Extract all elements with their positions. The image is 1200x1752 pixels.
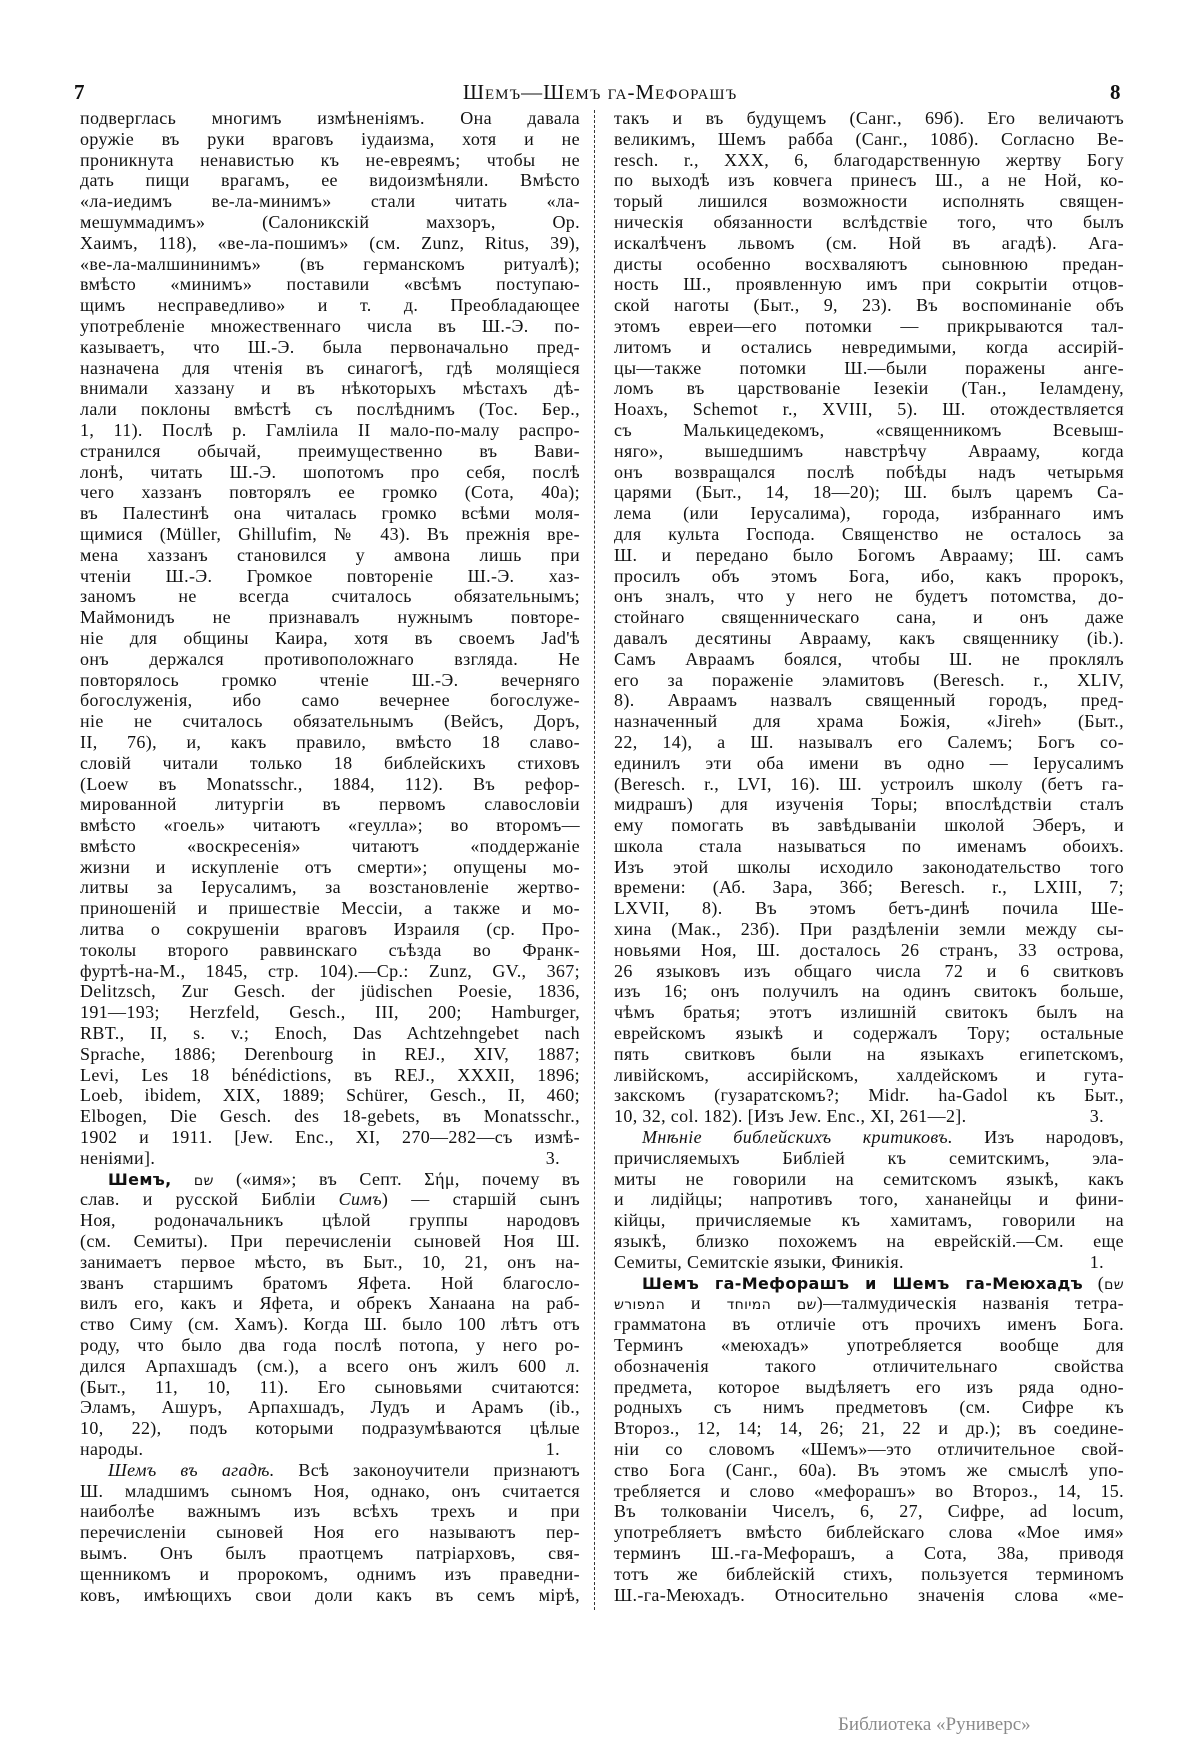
- entry-heading: Шемъ га-Мефорашъ и Шемъ га-Меюхадъ: [642, 1273, 1084, 1293]
- text-line: онъ держался противоположнаго взгляда. Не: [80, 648, 580, 669]
- text-line: Хаимъ, 118), «ве-ла-пошимъ» (см. Zunz, Ritus, 39),: [80, 232, 580, 253]
- entry-heading: Шемъ,: [108, 1169, 172, 1189]
- text-line: вымъ. Онъ былъ праотцемъ патріарховъ, свя-: [80, 1542, 580, 1563]
- text-line: языкѣ, близко похожемъ на еврейскій.—См. еще: [614, 1231, 1124, 1252]
- text-line: LXVII, 8). Въ этомъ бетъ-динѣ почила Ше-: [614, 898, 1124, 919]
- text-line: ство Симу (см. Хамъ). Когда Ш. было 100 лѣтъ отъ: [80, 1314, 580, 1335]
- text-line: казываетъ, что Ш.-Э. была первоначально пред-: [80, 336, 580, 357]
- text-line: миты не говорили на семитскомъ языкѣ, какъ: [614, 1168, 1124, 1189]
- text-line: (Быт., 11, 10, 11). Его сыновьями считаются:: [80, 1376, 580, 1397]
- text-line: родныхъ съ нимъ предметовъ (см. Сифре къ: [614, 1397, 1124, 1418]
- text-line: такъ и въ будущемъ (Санг., 69б). Его величаютъ: [614, 108, 1124, 128]
- text-line: Delitzsch, Zur Gesch. der jüdischen Poesie, 1836,: [80, 981, 580, 1002]
- hebrew-text: שם המיוחד: [726, 1297, 817, 1314]
- text-line: мированной литургіи въ первомъ славословіи: [80, 794, 580, 815]
- section-heading: Симъ: [338, 1189, 382, 1210]
- text-line: причисляемыхъ Библіей къ семитскимъ, эла-: [614, 1147, 1124, 1168]
- text-line: для культа Господа. Священство не осталось за: [614, 523, 1124, 544]
- text-line: Эламъ, Ашуръ, Арпахшадъ, Лудъ и Арамъ (ib.,: [80, 1397, 580, 1418]
- text-segment: слав. и русской Библіи: [80, 1189, 339, 1210]
- text-line: [614, 1127, 1124, 1148]
- text-line: Ш. и передано было Богомъ Аврааму; Ш. самъ: [614, 544, 1124, 565]
- text-line: «ве-ла-малшининимъ» (въ германскомъ ритуалѣ);: [80, 253, 580, 274]
- text-line: вмѣсто «минимъ» поставили «всѣмъ поступаю-: [80, 274, 580, 295]
- page-number-right: 8: [1110, 80, 1121, 104]
- text-line: хина (Мак., 23б). При раздѣленіи земли между сы-: [614, 919, 1124, 940]
- text-line: 26 языковъ изъ общаго числа 72 и 6 свитковъ: [614, 960, 1124, 981]
- text-line: жизни и искупленіе отъ смерти»; опущены мо-: [80, 856, 580, 877]
- text-line: щимъ несправедливо» и т. д. Преобладающее: [80, 295, 580, 316]
- text-line: мешуммадимъ» (Салоникскій махзоръ, Ор.: [80, 211, 580, 232]
- text-line: ство Бога (Санг., 60а). Въ этомъ же смыслѣ упо-: [614, 1459, 1124, 1480]
- text-line: онъ зналъ, что у него не будетъ потомства, до-: [614, 586, 1124, 607]
- text-line: resch. r., XXX, 6, благодарственную жертву Богу: [614, 149, 1124, 170]
- text-line: школа стала называться по именамъ обоихъ.: [614, 835, 1124, 856]
- text-line: стойнаго священническаго сана, и онъ даже: [614, 607, 1124, 628]
- text-line: чѣмъ братья; этотъ излишній свитокъ былъ на: [614, 1002, 1124, 1023]
- text-line: II, 76), и, какъ правило, вмѣсто 18 славо-: [80, 731, 580, 752]
- text-line: няго», вышедшимъ навстрѣчу Аврааму, когда: [614, 440, 1124, 461]
- text-line: времени: (Аб. Зара, 36б; Beresch. r., LXIII, 7;: [614, 877, 1124, 898]
- contributor-mark: 1.: [545, 1439, 560, 1459]
- text-line: ливійскомъ, ассирійскомъ, халдейскомъ и гута-: [614, 1064, 1124, 1085]
- text-line: Ноахъ, Schemot r., XVIII, 5). Ш. отождествляется: [614, 399, 1124, 420]
- text-line: торый лишился возможности исполнять священ-: [614, 191, 1124, 212]
- text-line: по выходѣ изъ ковчега принесъ Ш., а не Ной, ко-: [614, 170, 1124, 191]
- text-line: лонѣ, читать Ш.-Э. шопотомъ про себя, послѣ: [80, 461, 580, 482]
- text-line: обозначенія такого отличительнаго свойства: [614, 1355, 1124, 1376]
- text-line: единилъ эти оба имени въ одно — Іерусалимъ: [614, 752, 1124, 773]
- text-line: занимаетъ первое мѣсто, въ Быт., 10, 21, онъ на-: [80, 1251, 580, 1272]
- library-watermark: Библиотека «Руниверс»: [838, 1714, 1031, 1735]
- text-line: званъ старшимъ братомъ Яфета. Ной благосло-: [80, 1272, 580, 1293]
- text-line: ему помогать въ завѣдываніи школой Эберъ, и: [614, 815, 1124, 836]
- text-line: щимися (Müller, Ghillufim, № 43). Въ прежнія вре-: [80, 523, 580, 544]
- contributor-mark: 3.: [545, 1147, 560, 1168]
- contributor-mark: 1.: [1089, 1251, 1104, 1272]
- text-line: 191—193; Herzfeld, Gesch., III, 200; Hamburger,: [80, 1002, 580, 1023]
- text-line: Ш. младшимъ сыномъ Ноя, однако, онъ считается: [80, 1480, 580, 1501]
- text-line: литомъ и остались невредимыми, когда ассирій-: [614, 336, 1124, 357]
- section-heading: Мнѣніе библейскихъ критиковъ.: [642, 1127, 953, 1148]
- text-line: заномъ не всегда считалось обязательнымъ;: [80, 586, 580, 607]
- text-segment: и: [665, 1293, 727, 1314]
- text-line: словій читали только 18 библейскихъ стиховъ: [80, 752, 580, 773]
- text-line: [614, 1293, 1124, 1314]
- text-line: еврейскомъ языкѣ и содержалъ Тору; остальные: [614, 1023, 1124, 1044]
- text-line: дать пищи врагамъ, ее видоизмѣняли. Вмѣсто: [80, 170, 580, 191]
- text-line: ломъ въ царствованіе Іезекіи (Тан., Іеламдену,: [614, 378, 1124, 399]
- text-line: ническія обязанности вслѣдствіе того, что былъ: [614, 211, 1124, 232]
- text-line: повторялось громко чтеніе Ш.-Э. вечерняго: [80, 669, 580, 690]
- page-number-left: 7: [74, 80, 85, 104]
- text-line: этомъ евреи—его потомки — прикрываются тал-: [614, 315, 1124, 336]
- text-line: цы—также потомки Ш.—были поражены анге-: [614, 357, 1124, 378]
- text-line: (Loew въ Monatsschr., 1884, 112). Въ рефор-: [80, 773, 580, 794]
- text-line: его за пораженіе эламитовъ (Beresch. r., XLIV,: [614, 669, 1124, 690]
- text-line: вмѣсто «гоель» читаютъ «геулла»; во второмъ—: [80, 815, 580, 836]
- text-line: литва о сокрушеніи враговъ Израиля (ср. Про-: [80, 919, 580, 940]
- text-line: чего хаззанъ повторялъ ее громко (Сота, 40а);: [80, 482, 580, 503]
- text-line: (Beresch. r., LVI, 16). Ш. устроилъ школу (бетъ га-: [614, 773, 1124, 794]
- text-line: [614, 1273, 1124, 1294]
- text-line: перечисленіи сыновей Ноя его называютъ пер-: [80, 1522, 580, 1543]
- text-line: съ Малькицедекомъ, «священникомъ Всевыш-: [614, 419, 1124, 440]
- text-line: Sprache, 1886; Derenbourg in REJ., XIV, 1887;: [80, 1043, 580, 1064]
- text-line: Ш.-га-Меюхадъ. Относительно значенія слова «ме-: [614, 1584, 1124, 1605]
- text-line: внимали хаззану и въ нѣкоторыхъ мѣстахъ дѣ-: [80, 378, 580, 399]
- hebrew-text: המפורש: [614, 1297, 666, 1314]
- text-line: 22, 14), а Ш. называлъ его Салемъ; Богъ со-: [614, 731, 1124, 752]
- contributor-mark: 3.: [1089, 1106, 1104, 1127]
- running-title: Шемъ—Шемъ га-Мефорашъ: [462, 80, 738, 104]
- text-line: дисты особенно восхваляютъ сыновнюю предан-: [614, 253, 1124, 274]
- text-line: Elbogen, Die Gesch. des 18-gebets, въ Monatsschr.,: [80, 1106, 580, 1127]
- text-line: ской наготы (Быт., 9, 23). Въ воспоминаніе объ: [614, 295, 1124, 316]
- text-segment: Всѣ законоучители признаютъ: [274, 1459, 580, 1480]
- text-line: щенникомъ и пророкомъ, однимъ изъ праведни-: [80, 1563, 580, 1584]
- text-line: давалъ десятины Аврааму, какъ священнику (ib.).: [614, 627, 1124, 648]
- left-column: [80, 108, 580, 1605]
- text-line: Изъ этой школы исходило законодательство того: [614, 856, 1124, 877]
- text-line: новьями Ноя, Ш. досталось 26 странъ, 33 острова,: [614, 939, 1124, 960]
- text-line: проникнута ненавистью къ не-евреямъ; чтобы не: [80, 149, 580, 170]
- text-line: дился Арпахшадъ (см.), а всего онъ жилъ 600 л.: [80, 1355, 580, 1376]
- text-line: 8). Авраамъ назвалъ священный городъ, пред-: [614, 690, 1124, 711]
- text-line: назначенный для храма Божія, «Jireh» (Быт.,: [614, 711, 1124, 732]
- text-line: токолы второго раввинскаго съѣзда во Франк-: [80, 939, 580, 960]
- text-line: пять свитковъ были на языкахъ египетскомъ,: [614, 1043, 1124, 1064]
- text-segment: народы.: [80, 1439, 144, 1459]
- hebrew-text: שם: [193, 1172, 214, 1189]
- text-line: мена хаззанъ становился у амвона лишь при: [80, 544, 580, 565]
- text-segment: [172, 1169, 194, 1189]
- text-line: закскомъ (гузаратскомъ?; Midr. ha-Gadol къ Быт.,: [614, 1085, 1124, 1106]
- text-line: ніе не считалось обязательнымъ (Вейсъ, Доръ,: [80, 711, 580, 732]
- text-line: Loeb, ibidem, XIX, 1889; Schürer, Gesch., II, 460;: [80, 1085, 580, 1106]
- text-line: Levi, Les 18 bénédictions, въ REJ., XXXII, 1896;: [80, 1064, 580, 1085]
- text-line: (см. Семиты). При перечисленіи сыновей Ноя Ш.: [80, 1231, 580, 1252]
- text-line: изъ 16; онъ получилъ на одинъ свитокъ больше,: [614, 981, 1124, 1002]
- text-segment: ) — старшій сынъ: [381, 1189, 580, 1210]
- text-line: ность Ш., проявленную имъ при сокрытіи отцов-: [614, 274, 1124, 295]
- text-line: оружіе въ руки враговъ іудаизма, хотя и не: [80, 128, 580, 149]
- text-segment: (: [1083, 1272, 1105, 1293]
- text-line: мидрашъ) для изученія Торы; впослѣдствіи сталъ: [614, 794, 1124, 815]
- text-line: [80, 1148, 580, 1169]
- text-line: [80, 1460, 580, 1481]
- text-line: требляется и слово «мефорашъ» во Второз., 14, 15.: [614, 1480, 1124, 1501]
- text-line: приношеній и пришествіе Мессіи, а также и мо-: [80, 898, 580, 919]
- text-line: вилъ его, какъ и Яфета, и обрекъ Ханаана на раб-: [80, 1293, 580, 1314]
- text-line: 1, 11). Послѣ р. Гамліила II мало-по-малу распро-: [80, 419, 580, 440]
- text-line: ковъ, имѣющихъ свои доли какъ въ семъ мірѣ,: [80, 1584, 580, 1605]
- text-line: Въ толкованіи Чиселъ, 6, 27, Сифре, ad locum,: [614, 1501, 1124, 1522]
- text-line: литвы за Іерусалимъ, за возстановленіе жертво-: [80, 877, 580, 898]
- hebrew-text: שם: [1104, 1276, 1124, 1293]
- text-line: [80, 1189, 580, 1210]
- text-line: употребляетъ вмѣсто библейскаго слова «Мое имя»: [614, 1522, 1124, 1543]
- text-segment: 10, 32, col. 182). [Изъ Jew. Enc., XI, 261—2].: [614, 1106, 967, 1127]
- text-line: фуртѣ-на-М., 1845, стр. 104).—Ср.: Zunz, GV., 367;: [80, 960, 580, 981]
- text-segment: Семиты, Семитскіе языки, Финикія.: [614, 1251, 904, 1272]
- text-segment: Изъ народовъ,: [952, 1127, 1124, 1148]
- right-column: [614, 108, 1124, 1605]
- text-line: роду, что было два года послѣ потопа, у него ро-: [80, 1335, 580, 1356]
- text-line: Второз., 12, 14; 14, 26; 21, 22 и др.); въ соедине-: [614, 1418, 1124, 1439]
- text-line: 10, 22), подъ которыми подразумѣваются цѣлые: [80, 1418, 580, 1439]
- text-line: наиболѣе важнымъ изъ всѣхъ трехъ и при: [80, 1501, 580, 1522]
- text-line: тотъ же библейскій стихъ, пользуется терминомъ: [614, 1563, 1124, 1584]
- text-line: великимъ, Шемъ рабба (Санг., 108б). Согласно Be-: [614, 128, 1124, 149]
- text-line: назначена для чтенія въ синагогѣ, гдѣ молящіеся: [80, 357, 580, 378]
- text-line: RBT., II, s. v.; Enoch, Das Achtzehngebet nach: [80, 1023, 580, 1044]
- text-line: [614, 1106, 1124, 1127]
- text-line: грамматона въ отличіе отъ прочихъ именъ Бога.: [614, 1314, 1124, 1335]
- text-line: искалѣченъ львомъ (см. Ной въ агадѣ). Ага-: [614, 232, 1124, 253]
- section-heading: Шемъ въ агадѣ.: [108, 1459, 275, 1480]
- text-line: въ Палестинѣ она читалась громко всѣми моля-: [80, 503, 580, 524]
- text-line: странился обычай, преимущественно въ Вави-: [80, 440, 580, 461]
- text-segment: неніями].: [80, 1147, 156, 1168]
- text-line: ніи со словомъ «Шемъ»—это отличительное свой-: [614, 1439, 1124, 1459]
- text-segment: )—талмудическія названія тетра-: [816, 1293, 1124, 1314]
- text-line: онъ возвращался послѣ побѣды надъ четырьмя: [614, 461, 1124, 482]
- text-segment: («имя»; въ Септ. Σήμ, почему въ: [213, 1168, 580, 1189]
- text-line: [614, 1252, 1124, 1273]
- text-line: ніе для общины Каира, хотя въ своемъ Jad'ѣ: [80, 627, 580, 648]
- text-line: Самъ Авраамъ боялся, чтобы Ш. не проклялъ: [614, 648, 1124, 669]
- text-line: царями (Быт., 14, 18—20); Ш. былъ царемъ Са-: [614, 482, 1124, 503]
- text-line: 1902 и 1911. [Jew. Enc., XI, 270—282—съ измѣ-: [80, 1127, 580, 1148]
- text-line: Маймонидъ не признавалъ нужнымъ повторе-: [80, 607, 580, 628]
- text-line: Терминъ «меюхадъ» употребляется вообще для: [614, 1335, 1124, 1356]
- text-line: вмѣсто «воскресенія» читаютъ «поддержаніе: [80, 835, 580, 856]
- text-line: чтеніи Ш.-Э. Громкое повтореніе Ш.-Э. хаз-: [80, 565, 580, 586]
- text-line: предмета, которое выдѣляетъ его изъ ряда одно-: [614, 1376, 1124, 1397]
- text-line: просилъ объ этомъ Бога, ибо, какъ пророкъ,: [614, 565, 1124, 586]
- text-line: подверглась многимъ измѣненіямъ. Она давала: [80, 108, 580, 128]
- text-line: «ла-иедимъ ве-ла-минимъ» стали читать «ла-: [80, 191, 580, 212]
- text-line: кійцы, причисляемые къ хамитамъ, говорили на: [614, 1210, 1124, 1231]
- text-line: [80, 1169, 580, 1190]
- text-line: Ноя, родоначальникъ цѣлой группы народовъ: [80, 1210, 580, 1231]
- text-line: [80, 1439, 580, 1460]
- text-line: лема (или Іерусалима), города, избраннаго имъ: [614, 503, 1124, 524]
- text-line: употребленіе множественнаго числа въ Ш.-Э. по-: [80, 315, 580, 336]
- text-line: богослуженія, ибо само вечернее богослуже-: [80, 690, 580, 711]
- column-divider: [594, 110, 595, 1610]
- text-line: терминъ Ш.-га-Мефорашъ, а Сота, 38а, приводя: [614, 1542, 1124, 1563]
- text-line: лали поклоны вмѣстѣ съ послѣднимъ (Тос. Бер.,: [80, 399, 580, 420]
- text-line: и лидійцы; напротивъ того, хананейцы и фини-: [614, 1189, 1124, 1210]
